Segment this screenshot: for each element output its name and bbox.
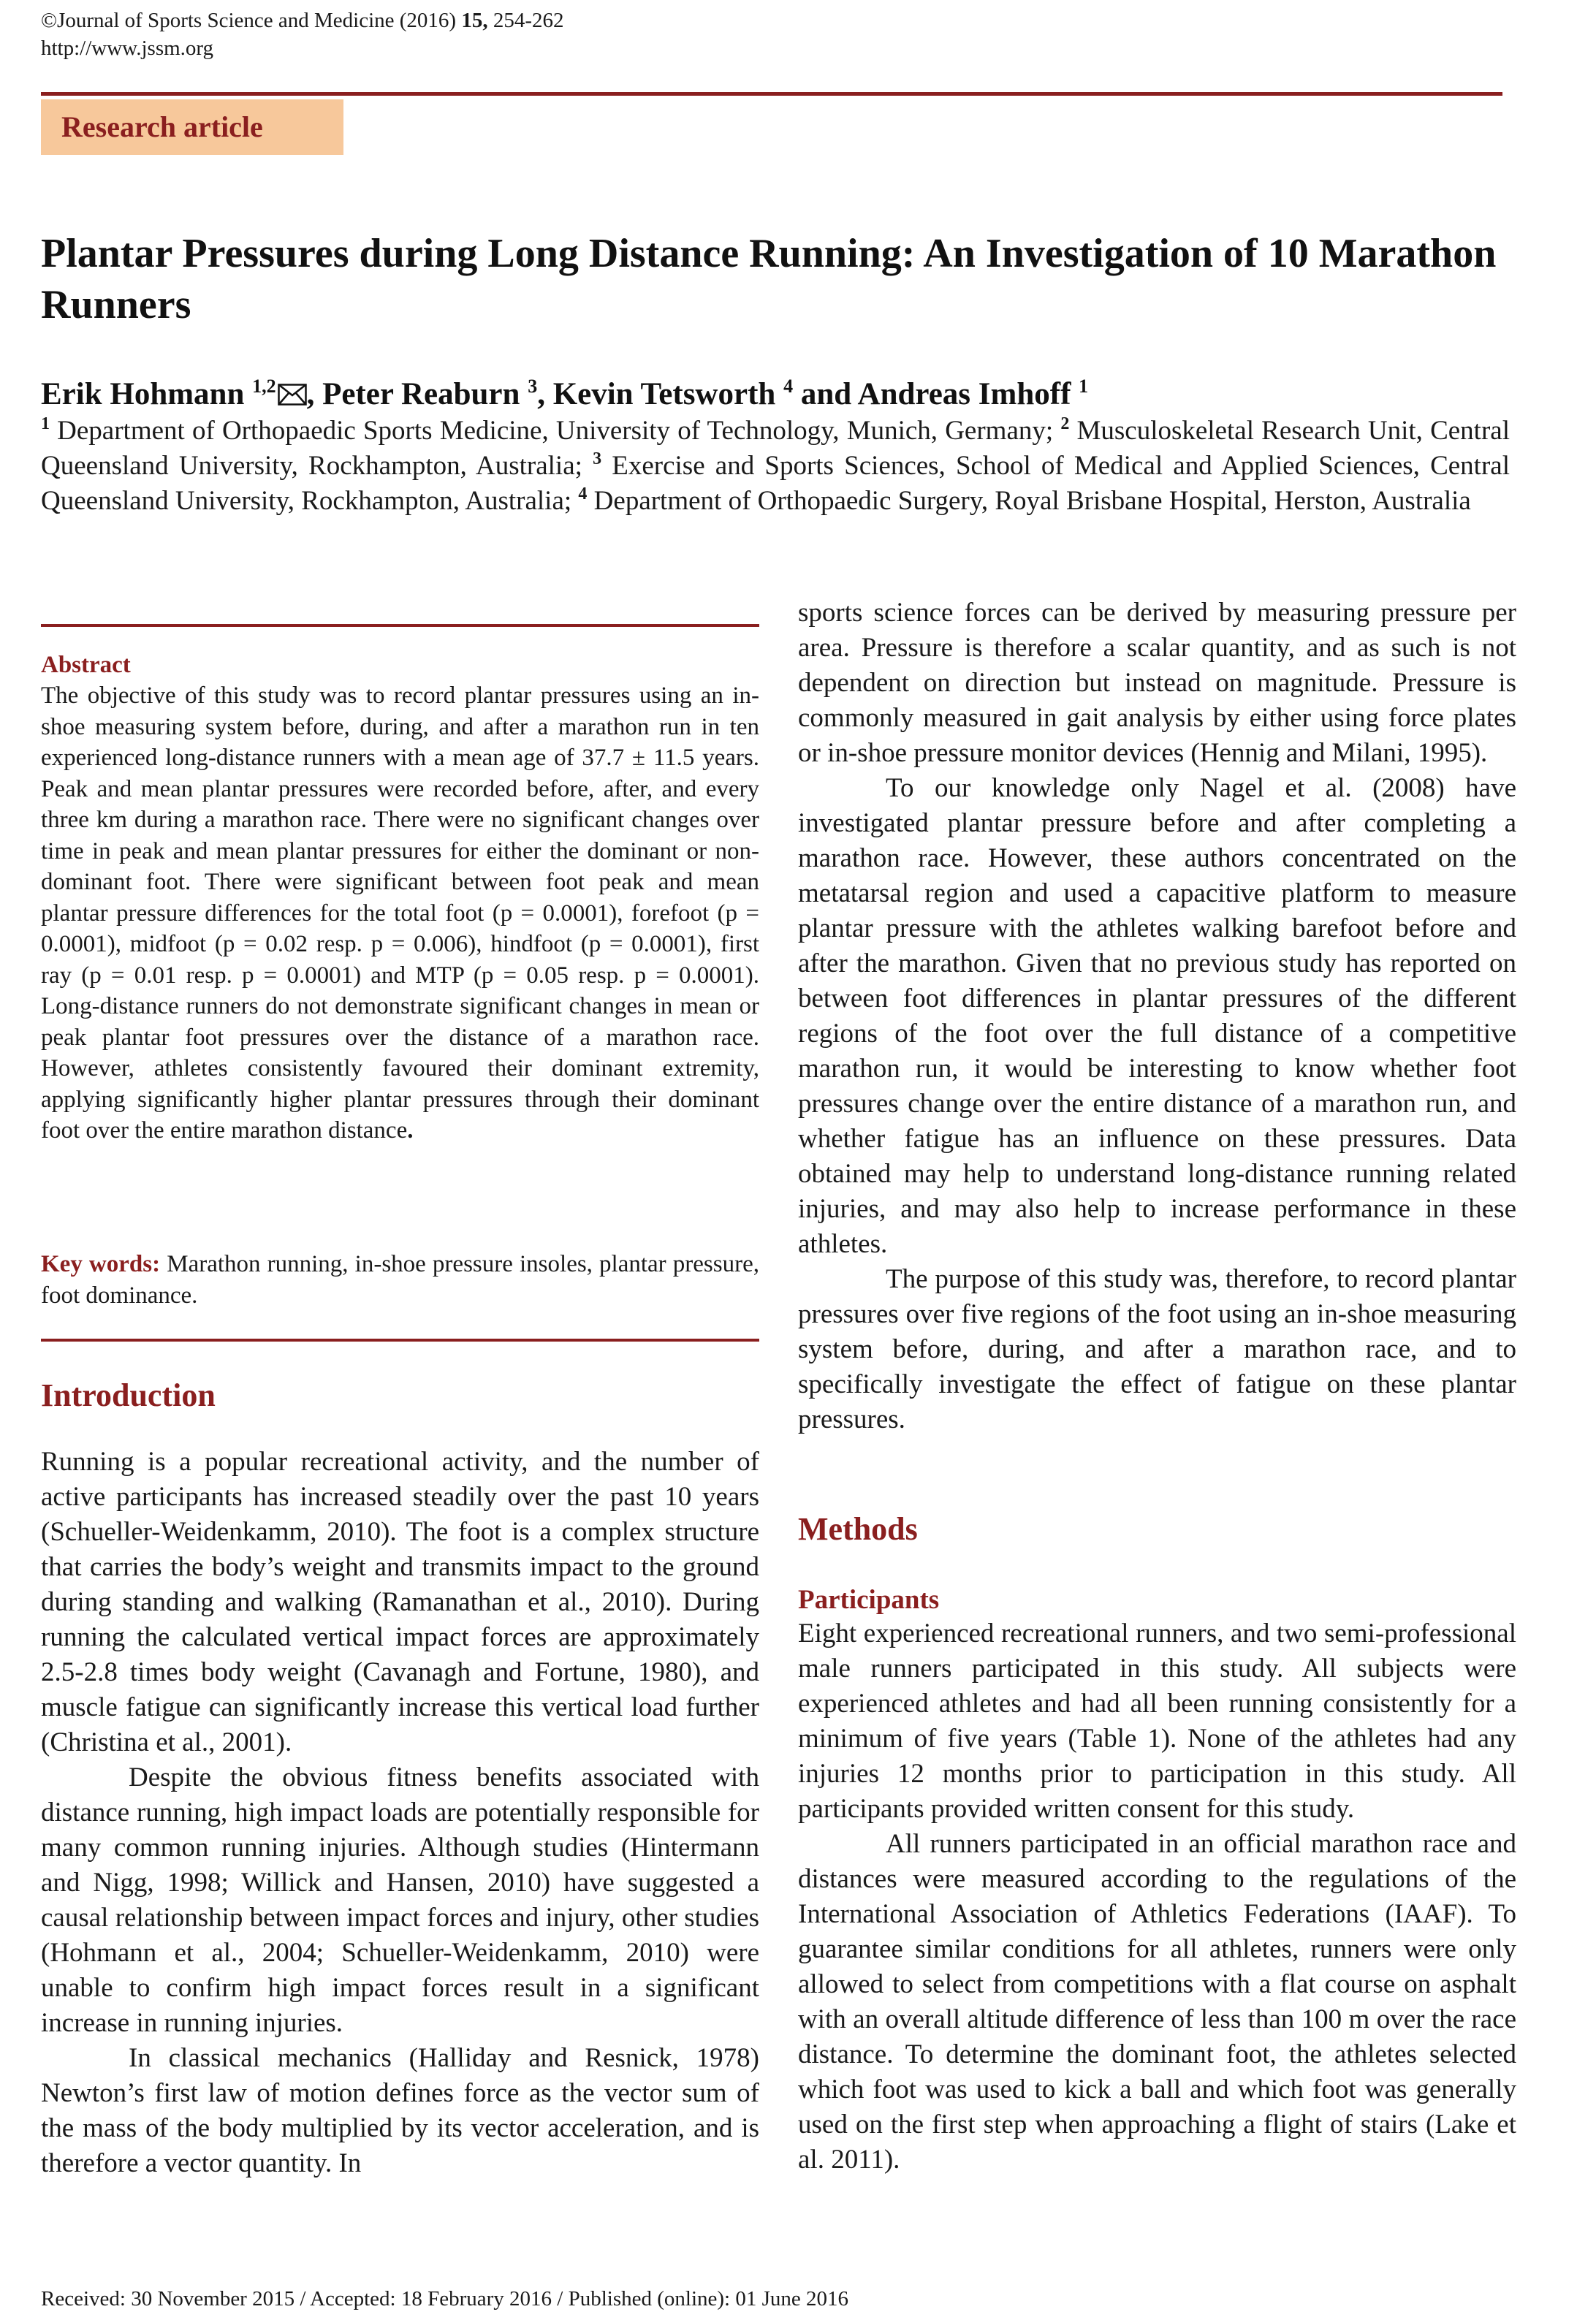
right-column-body (798, 596, 1516, 1437)
abstract-end-mark: . (407, 1117, 414, 1144)
author-name: and Andreas Imhoff (793, 377, 1079, 411)
affiliation-sup: 2 (1060, 414, 1070, 433)
affiliation-text: Exercise and Sports Sciences, School of Medical and Applied Sciences, Central Queensland University, Rockhampton, Australia; (41, 451, 1510, 516)
affiliation-text: Musculoskeletal Research Unit, Central Queensland University, Rockhampton, Australia; (41, 416, 1510, 481)
article-type-badge: Research article (41, 99, 343, 155)
methods-heading: Methods (798, 1511, 918, 1547)
journal-citation-text: ©Journal of Sports Science and Medicine (2016) (41, 9, 462, 32)
abstract-bottom-rule (41, 1339, 759, 1342)
author-name: Erik Hohmann (41, 377, 253, 411)
participants-heading: Participants (798, 1585, 940, 1615)
abstract-text: The objective of this study was to record plantar pressures using an in-shoe measuring system before, during, and after a marathon run in ten experienced long-distance runners with a mean age of 37.7 ± 11.5 years. Peak and mean plantar pressures were recorded before, after, and every three km during a marathon race. There were no significant changes over time in peak and mean plantar pressures for either the dominant or non-dominant foot. There were significant between foot peak and mean plantar pressure differences for the total foot (p = 0.0001), forefoot (p = 0.0001), midfoot (p = 0.02 resp. p = 0.006), hindfoot (p = 0.0001), first ray (p = 0.01 resp. p = 0.0001) and MTP (p = 0.05 resp. p = 0.0001). Long-distance runners do not demonstrate significant changes in mean or peak plantar foot pressures over the distance of a marathon race. However, athletes consistently favoured their dominant extremity, applying significantly higher plantar pressures through their dominant foot over the entire marathon distance (41, 682, 759, 1144)
introduction-body (41, 1445, 759, 2181)
abstract-top-rule (41, 624, 759, 627)
email-icon[interactable] (278, 376, 307, 398)
paragraph: All runners participated in an official marathon race and distances were measured according to the regulations of the International Association of Athletics Federations (IAAF). To guarantee similar conditions for all athletes, runners were only allowed to select from competitions with a flat course on asphalt with an overall altitude difference of less than 100 m over the race distance. To determine the dominant foot, the athletes selected which foot was used to kick a ball and which foot was generally used on the first step when approaching a flight of stairs (Lake et al. 2011). (798, 1829, 1516, 2175)
author-name: , Kevin Tetsworth (537, 377, 784, 411)
paragraph: Despite the obvious fitness benefits associated with distance running, high impact loads are potentially responsible for many common running injuries. Although studies (Hintermann and Nigg, 1998; Willick and Hansen, 2010) have suggested a causal relationship between impact forces and injury, other studies (Hohmann et al., 2004; Schueller-Weidenkamm, 2010) were unable to confirm high impact forces result in a significant increase in running injuries. (41, 1762, 759, 2038)
paragraph: In classical mechanics (Halliday and Resnick, 1978) Newton’s first law of motion defines force as the vector sum of the mass of the body multiplied by its vector acceleration, and is therefore a vector quantity. In (41, 2043, 759, 2178)
keywords-text: Marathon running, in-shoe pressure insoles, plantar pressure, foot dominance. (41, 1251, 759, 1309)
header-rule (41, 92, 1502, 96)
keywords-label: Key words: (41, 1251, 161, 1277)
journal-citation (41, 7, 564, 34)
affiliation-text: Department of Orthopaedic Surgery, Royal Brisbane Hospital, Herston, Australia (587, 486, 1471, 516)
abstract-heading: Abstract (41, 652, 131, 678)
paragraph: The purpose of this study was, therefore, to record plantar pressures over five regions of the foot using an in-shoe measuring system before, during, and after a marathon race, and to specifically investigate the effect of fatigue on these plantar pressures. (798, 1264, 1516, 1434)
journal-volume: 15, (461, 9, 488, 32)
paragraph: To our knowledge only Nagel et al. (2008) have investigated plantar pressure before and after completing a marathon race. However, these authors concentrated on the metatarsal region and used a capacitive platform to measure plantar pressure with the athletes walking barefoot before and after the marathon. Given that no previous study has reported on between foot differences in plantar pressures of the different regions of the foot over the full distance of a competitive marathon run, it would be interesting to know whether foot pressures change over the entire distance of a marathon run, and whether fatigue has an influence on these pressures. Data obtained may help to understand long-distance running related injuries, and may also help to increase performance in these athletes. (798, 773, 1516, 1259)
publication-dates: Received: 30 November 2015 / Accepted: 18 February 2016 / Published (online): 01 June 2016 (41, 2287, 849, 2311)
author-affil-sup: 3 (528, 376, 538, 397)
author-affil-sup: 4 (783, 376, 794, 397)
author-list (41, 374, 1088, 415)
introduction-heading: Introduction (41, 1377, 216, 1413)
paragraph: sports science forces can be derived by measuring pressure per area. Pressure is therefore a scalar quantity, and as such is not dependent on direction but instead on magnitude. Pressure is commonly measured in gait analysis by either using force plates or in-shoe pressure monitor devices (Hennig and Milani, 1995). (798, 598, 1516, 768)
affiliation-sup: 4 (578, 484, 588, 503)
abstract-body (41, 680, 759, 1146)
article-title: Plantar Pressures during Long Distance Running: An Investigation of 10 Marathon Runners (41, 231, 1497, 327)
keywords (41, 1249, 759, 1311)
affiliation-sup: 1 (41, 414, 50, 433)
author-affil-sup: 1 (1079, 376, 1089, 397)
author-affil-sup: 1,2 (252, 376, 276, 397)
affiliations (41, 414, 1510, 519)
journal-pages: 254-262 (487, 9, 564, 32)
author-name: , Peter Reaburn (306, 377, 528, 411)
methods-body (798, 1616, 1516, 2178)
paragraph: Eight experienced recreational runners, and two semi-professional male runners participated in this study. All subjects were experienced athletes and had all been running consistently for a minimum of five years (Table 1). None of the athletes had any injuries 12 months prior to participation in this study. All participants provided written consent for this study. (798, 1619, 1516, 1824)
journal-url[interactable]: http://www.jssm.org (41, 37, 214, 60)
affiliation-text: Department of Orthopaedic Sports Medicine, University of Technology, Munich, Germany; (50, 416, 1061, 446)
paragraph: Running is a popular recreational activity, and the number of active participants has increased steadily over the past 10 years (Schueller-Weidenkamm, 2010). The foot is a complex structure that carries the body’s weight and transmits impact to the ground during standing and walking (Ramanathan et al., 2010). During running the calculated vertical impact forces are approximately 2.5-2.8 times body weight (Cavanagh and Fortune, 1980), and muscle fatigue can significantly increase this vertical load further (Christina et al., 2001). (41, 1447, 759, 1757)
affiliation-sup: 3 (593, 449, 602, 468)
